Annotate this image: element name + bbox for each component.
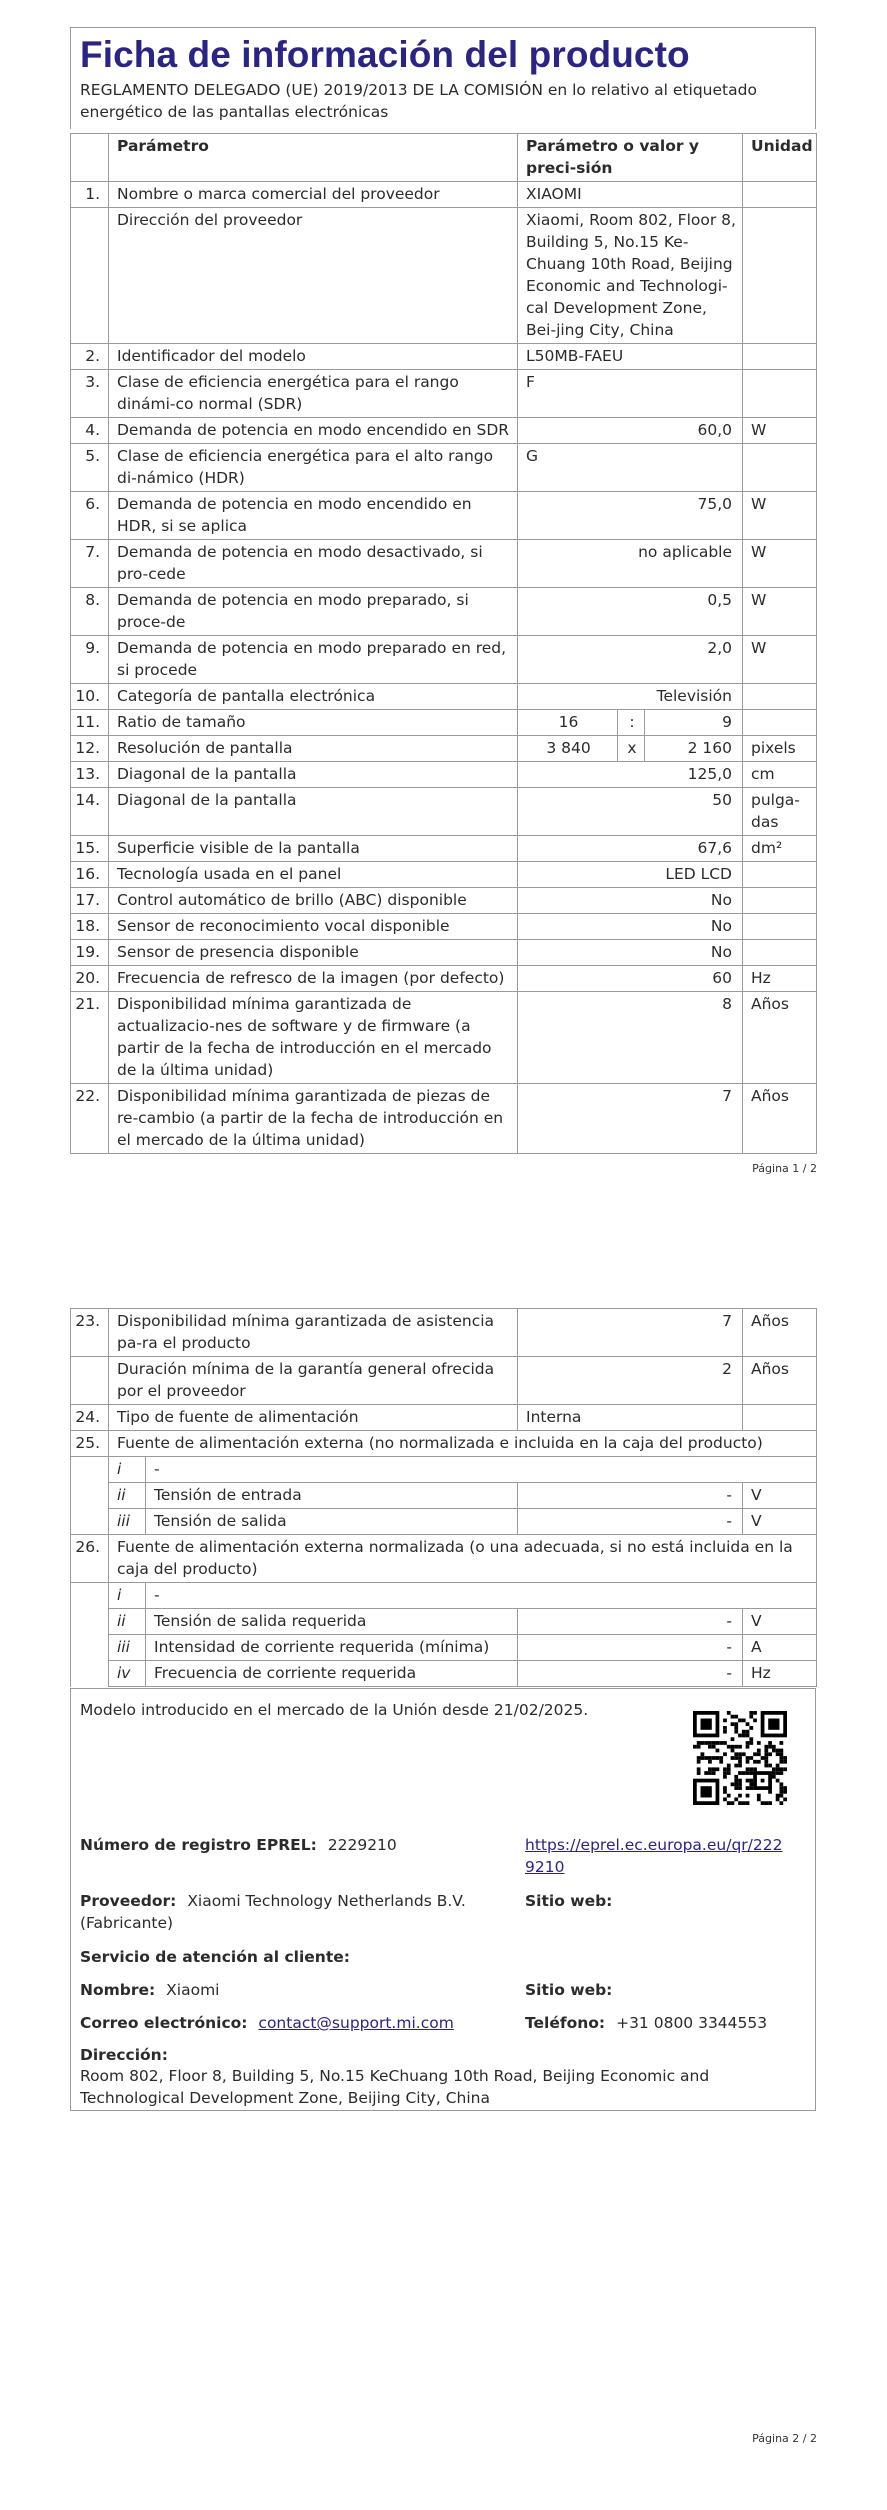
- parameter-cell: Demanda de potencia en modo encendido en SDR: [109, 418, 518, 444]
- table-row: [71, 492, 817, 540]
- regulation-text: REGLAMENTO DELEGADO (UE) 2019/2013 DE LA COMISIÓN en lo relativo al etiquetado energético de las pantallas electrónicas: [80, 81, 757, 121]
- unit-cell: [743, 208, 817, 344]
- unit-cell: cm: [743, 762, 817, 788]
- page-title: Ficha de información del producto: [80, 34, 690, 75]
- unit-cell: [743, 182, 817, 208]
- value-cell: F: [518, 370, 743, 418]
- value-cell: No: [518, 888, 743, 914]
- value-cell: 7: [518, 1309, 743, 1357]
- row-number: 16.: [71, 862, 109, 888]
- parameter-cell: Disponibilidad mínima garantizada de actualizacio-nes de software y de firmware (a partir de la fecha de introducción en el mercado de la última unidad): [109, 992, 518, 1084]
- table-row: [71, 636, 817, 684]
- value-cell: -: [518, 1635, 743, 1661]
- unit-cell: Años: [743, 1357, 817, 1405]
- unit-cell: Años: [743, 1084, 817, 1154]
- unit-cell: [743, 370, 817, 418]
- sub-row: [71, 1509, 817, 1535]
- parameter-cell: Fuente de alimentación externa (no normalizada e incluida en la caja del producto): [109, 1431, 817, 1457]
- value-cell: No: [518, 940, 743, 966]
- roman-numeral-cell: ii: [109, 1609, 146, 1635]
- value-cell: 67,6: [518, 836, 743, 862]
- table-row: [71, 966, 817, 992]
- row-number-empty: [71, 1457, 109, 1483]
- table-row: [71, 762, 817, 788]
- phone-row: [525, 2012, 767, 2034]
- unit-cell: pulga-das: [743, 788, 817, 836]
- unit-cell: W: [743, 418, 817, 444]
- value-a-cell: 3 840: [518, 736, 618, 762]
- parameter-cell: -: [146, 1457, 817, 1483]
- customer-service-label: Servicio de atención al cliente:: [80, 1948, 350, 1966]
- table-row: [71, 888, 817, 914]
- parameter-cell: Diagonal de la pantalla: [109, 788, 518, 836]
- unit-cell: A: [743, 1635, 817, 1661]
- unit-cell: [743, 940, 817, 966]
- row-number: 9.: [71, 636, 109, 684]
- row-number: 8.: [71, 588, 109, 636]
- market-date: Modelo introducido en el mercado de la Unión desde 21/02/2025.: [80, 1701, 589, 1719]
- unit-cell: pixels: [743, 736, 817, 762]
- sub-row: [71, 1583, 817, 1609]
- unit-cell: [743, 914, 817, 940]
- parameter-cell: Demanda de potencia en modo encendido en HDR, si se aplica: [109, 492, 518, 540]
- table-row: [71, 684, 817, 710]
- unit-cell: Hz: [743, 1661, 817, 1687]
- unit-cell: Hz: [743, 966, 817, 992]
- page-1: [0, 0, 887, 1245]
- row-number-empty: [71, 1635, 109, 1661]
- value-cell: 75,0: [518, 492, 743, 540]
- parameter-cell: Dirección del proveedor: [109, 208, 518, 344]
- parameter-cell: Frecuencia de corriente requerida: [146, 1661, 518, 1687]
- sub-row: [71, 1457, 817, 1483]
- parameter-cell: Sensor de reconocimiento vocal disponible: [109, 914, 518, 940]
- unit-cell: [743, 710, 817, 736]
- row-number: 1.: [71, 182, 109, 208]
- unit-cell: W: [743, 540, 817, 588]
- sub-row: [71, 1609, 817, 1635]
- table-row: [71, 540, 817, 588]
- row-number: 23.: [71, 1309, 109, 1357]
- parameter-cell: Disponibilidad mínima garantizada de asistencia pa-ra el producto: [109, 1309, 518, 1357]
- parameter-cell: Tensión de entrada: [146, 1483, 518, 1509]
- parameter-cell: Demanda de potencia en modo preparado, si proce-de: [109, 588, 518, 636]
- roman-numeral-cell: i: [109, 1583, 146, 1609]
- table-row: [71, 444, 817, 492]
- table-row: [71, 182, 817, 208]
- parameter-cell: Nombre o marca comercial del proveedor: [109, 182, 518, 208]
- roman-numeral-cell: iii: [109, 1509, 146, 1535]
- row-number: 13.: [71, 762, 109, 788]
- row-number-empty: [71, 1583, 109, 1609]
- table-row: [71, 1084, 817, 1154]
- parameter-cell: Tensión de salida: [146, 1509, 518, 1535]
- table-row: [71, 710, 817, 736]
- email-link[interactable]: contact@support.mi.com: [258, 2014, 454, 2032]
- row-number: 24.: [71, 1405, 109, 1431]
- table-row: [71, 1535, 817, 1583]
- table-row: [71, 344, 817, 370]
- row-number-empty: [71, 1509, 109, 1535]
- value-cell: 0,5: [518, 588, 743, 636]
- roman-numeral-cell: iii: [109, 1635, 146, 1661]
- unit-cell: V: [743, 1609, 817, 1635]
- parameter-cell: Demanda de potencia en modo preparado en red, si procede: [109, 636, 518, 684]
- row-number: 14.: [71, 788, 109, 836]
- email-row: [80, 2012, 454, 2034]
- parameter-cell: Frecuencia de refresco de la imagen (por defecto): [109, 966, 518, 992]
- sub-row: [71, 1635, 817, 1661]
- table-row: [71, 914, 817, 940]
- qr-code-icon: [693, 1711, 787, 1805]
- value-cell: Xiaomi, Room 802, Floor 8, Building 5, No.15 Ke-Chuang 10th Road, Beijing Economic and Technologi-cal Development Zone, Bei-jing City, China: [518, 208, 743, 344]
- value-cell: -: [518, 1483, 743, 1509]
- value-cell: -: [518, 1509, 743, 1535]
- header-num: [71, 134, 109, 182]
- value-cell: 8: [518, 992, 743, 1084]
- unit-cell: Años: [743, 992, 817, 1084]
- unit-cell: Años: [743, 1309, 817, 1357]
- parameter-cell: Intensidad de corriente requerida (mínima): [146, 1635, 518, 1661]
- header-unit: Unidad: [743, 134, 817, 182]
- unit-cell: W: [743, 588, 817, 636]
- contact-name-value: Xiaomi: [166, 1981, 220, 1999]
- value-cell: 50: [518, 788, 743, 836]
- row-number: 25.: [71, 1431, 109, 1457]
- parameter-cell: Clase de eficiencia energética para el rango dinámi-co normal (SDR): [109, 370, 518, 418]
- table-row: [71, 788, 817, 836]
- table-row: [71, 588, 817, 636]
- row-number-empty: [71, 1483, 109, 1509]
- parameter-cell: Disponibilidad mínima garantizada de piezas de re-cambio (a partir de la fecha de introducción en el mercado de la última unidad): [109, 1084, 518, 1154]
- table-row: [71, 1357, 817, 1405]
- parameter-cell: Tecnología usada en el panel: [109, 862, 518, 888]
- website-label-2: Sitio web:: [525, 1981, 613, 1999]
- row-number: [71, 1357, 109, 1405]
- table-row: [71, 940, 817, 966]
- parameter-cell: Resolución de pantalla: [109, 736, 518, 762]
- row-number: 4.: [71, 418, 109, 444]
- phone-label: Teléfono:: [525, 2014, 606, 2032]
- row-number: 6.: [71, 492, 109, 540]
- row-number: 11.: [71, 710, 109, 736]
- roman-numeral-cell: i: [109, 1457, 146, 1483]
- parameter-cell: -: [146, 1583, 817, 1609]
- product-info-table: [70, 133, 817, 1154]
- header-parameter: Parámetro: [109, 134, 518, 182]
- value-a-cell: 16: [518, 710, 618, 736]
- table-row: [71, 1405, 817, 1431]
- parameter-cell: Tensión de salida requerida: [146, 1609, 518, 1635]
- value-separator-cell: x: [618, 736, 645, 762]
- email-label: Correo electrónico:: [80, 2014, 248, 2032]
- value-cell: -: [518, 1609, 743, 1635]
- eprel-label: Número de registro EPREL:: [80, 1836, 317, 1854]
- parameter-cell: Diagonal de la pantalla: [109, 762, 518, 788]
- unit-cell: [743, 344, 817, 370]
- unit-cell: V: [743, 1483, 817, 1509]
- value-cell: 7: [518, 1084, 743, 1154]
- address-value: Room 802, Floor 8, Building 5, No.15 KeChuang 10th Road, Beijing Economic and Technological Development Zone, Beijing City, China: [80, 2067, 710, 2107]
- value-cell: 2,0: [518, 636, 743, 684]
- value-cell: XIAOMI: [518, 182, 743, 208]
- row-number: 17.: [71, 888, 109, 914]
- parameter-cell: Identificador del modelo: [109, 344, 518, 370]
- supplier-row: [80, 1890, 520, 1934]
- value-cell: G: [518, 444, 743, 492]
- page-number: Página 1 / 2: [752, 1162, 817, 1175]
- eprel-number: 2229210: [327, 1836, 397, 1854]
- eprel-link-text[interactable]: https://eprel.ec.europa.eu/qr/2229210: [525, 1836, 783, 1876]
- value-cell: 60,0: [518, 418, 743, 444]
- row-number: 26.: [71, 1535, 109, 1583]
- row-number: 3.: [71, 370, 109, 418]
- table-row: [71, 992, 817, 1084]
- product-info-table-continued: [70, 1308, 817, 1687]
- table-row: [71, 370, 817, 418]
- unit-cell: [743, 1405, 817, 1431]
- value-cell: Televisión: [518, 684, 743, 710]
- parameter-cell: Ratio de tamaño: [109, 710, 518, 736]
- value-cell: L50MB-FAEU: [518, 344, 743, 370]
- table-row: [71, 208, 817, 344]
- value-cell: Interna: [518, 1405, 743, 1431]
- roman-numeral-cell: ii: [109, 1483, 146, 1509]
- value-cell: no aplicable: [518, 540, 743, 588]
- page-number-2: Página 2 / 2: [752, 2432, 817, 2445]
- value-cell: 125,0: [518, 762, 743, 788]
- unit-cell: [743, 862, 817, 888]
- row-number: 20.: [71, 966, 109, 992]
- parameter-cell: Categoría de pantalla electrónica: [109, 684, 518, 710]
- unit-cell: [743, 888, 817, 914]
- supplier-info-box: [70, 1688, 816, 2111]
- table-row: [71, 836, 817, 862]
- value-cell: No: [518, 914, 743, 940]
- parameter-cell: Demanda de potencia en modo desactivado, si pro-cede: [109, 540, 518, 588]
- unit-cell: W: [743, 636, 817, 684]
- row-number: 18.: [71, 914, 109, 940]
- address-label: Dirección:: [80, 2046, 168, 2064]
- row-number: 10.: [71, 684, 109, 710]
- table-header-row: [71, 134, 817, 182]
- document-header: [70, 27, 816, 129]
- roman-numeral-cell: iv: [109, 1661, 146, 1687]
- row-number: 5.: [71, 444, 109, 492]
- parameter-cell: Fuente de alimentación externa normalizada (o una adecuada, si no está incluida en la caja del producto): [109, 1535, 817, 1583]
- row-number: [71, 208, 109, 344]
- row-number: 19.: [71, 940, 109, 966]
- value-cell: 2: [518, 1357, 743, 1405]
- eprel-link[interactable]: [525, 1834, 785, 1878]
- unit-cell: dm²: [743, 836, 817, 862]
- value-b-cell: 9: [645, 710, 743, 736]
- parameter-cell: Duración mínima de la garantía general ofrecida por el proveedor: [109, 1357, 518, 1405]
- unit-cell: [743, 444, 817, 492]
- row-number-empty: [71, 1661, 109, 1687]
- value-separator-cell: :: [618, 710, 645, 736]
- row-number: 22.: [71, 1084, 109, 1154]
- parameter-cell: Superficie visible de la pantalla: [109, 836, 518, 862]
- parameter-cell: Tipo de fuente de alimentación: [109, 1405, 518, 1431]
- table-row: [71, 862, 817, 888]
- website-label: Sitio web:: [525, 1892, 613, 1910]
- row-number: 2.: [71, 344, 109, 370]
- sub-row: [71, 1483, 817, 1509]
- parameter-cell: Sensor de presencia disponible: [109, 940, 518, 966]
- unit-cell: W: [743, 492, 817, 540]
- sub-row: [71, 1661, 817, 1687]
- page-2: [0, 1245, 887, 2510]
- supplier-label: Proveedor:: [80, 1892, 177, 1910]
- table-row: [71, 1431, 817, 1457]
- parameter-cell: Control automático de brillo (ABC) disponible: [109, 888, 518, 914]
- row-number-empty: [71, 1609, 109, 1635]
- eprel-row: [80, 1834, 397, 1856]
- contact-name-row: [80, 1979, 219, 2001]
- value-b-cell: 2 160: [645, 736, 743, 762]
- row-number: 12.: [71, 736, 109, 762]
- header-value: Parámetro o valor y preci-sión: [518, 134, 743, 182]
- value-cell: -: [518, 1661, 743, 1687]
- table-row: [71, 418, 817, 444]
- contact-name-label: Nombre:: [80, 1981, 156, 1999]
- row-number: 21.: [71, 992, 109, 1084]
- table-row: [71, 736, 817, 762]
- supplier-name: Xiaomi Technology Netherlands B.V. (Fabricante): [80, 1892, 466, 1932]
- row-number: 15.: [71, 836, 109, 862]
- value-cell: LED LCD: [518, 862, 743, 888]
- phone-value: +31 0800 3344553: [616, 2014, 768, 2032]
- parameter-cell: Clase de eficiencia energética para el alto rango di-námico (HDR): [109, 444, 518, 492]
- unit-cell: V: [743, 1509, 817, 1535]
- unit-cell: [743, 684, 817, 710]
- value-cell: 60: [518, 966, 743, 992]
- table-row: [71, 1309, 817, 1357]
- row-number: 7.: [71, 540, 109, 588]
